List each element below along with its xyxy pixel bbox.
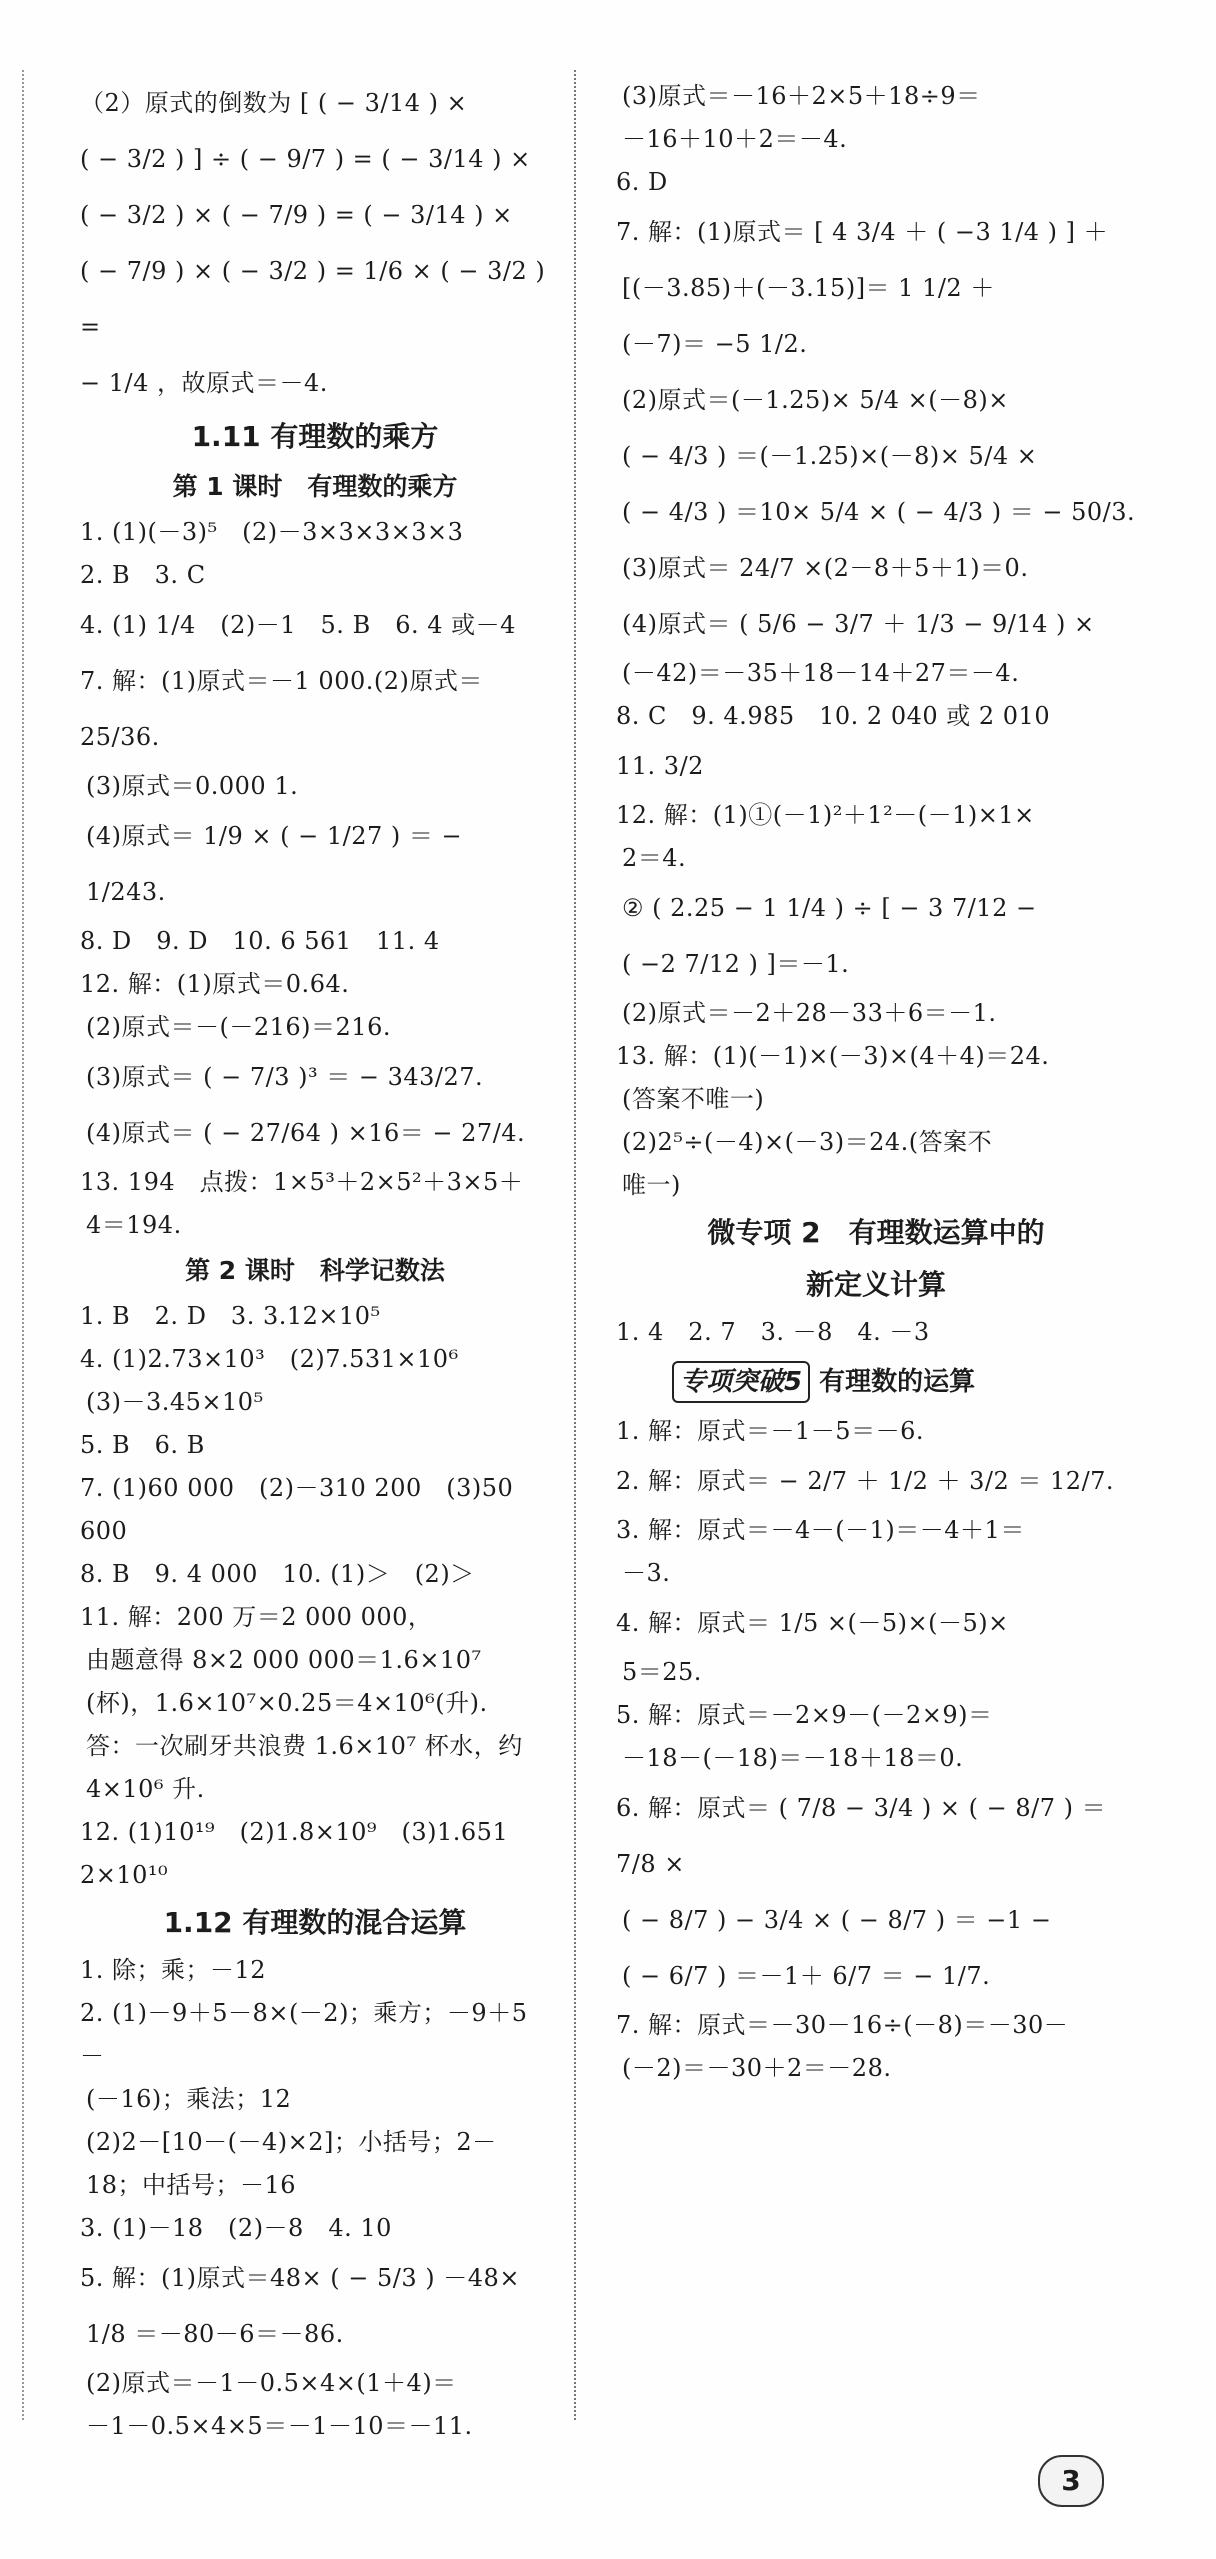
lesson-title-2: 第 2 课时 科学记数法	[185, 1256, 445, 1285]
answer-line: 1. B 2. D 3. 3.12×10⁵	[80, 1302, 381, 1330]
answer-line: 8. D 9. D 10. 6 561 11. 4	[80, 927, 440, 955]
answer-line: 8. B 9. 4 000 10. (1)＞ (2)＞	[80, 1560, 475, 1588]
answer-line: 5. B 6. B	[80, 1431, 205, 1459]
answer-line: (2)2⁵÷(－4)×(－3)＝24.(答案不	[622, 1128, 993, 1156]
answer-line: ② ( 2.25 − 1 1/4 ) ÷ [ − 3 7/12 −	[622, 894, 1037, 922]
answer-line: (3)－3.45×10⁵	[86, 1388, 264, 1416]
answer-line: (－7)＝ −5 1/2.	[622, 330, 808, 358]
answer-line: 2. B 3. C	[80, 561, 206, 589]
answer-line: (－42)＝－35＋18－14＋27＝－4.	[622, 659, 1020, 687]
answer-line: 12. 解：(1)①(－1)²＋1²－(－1)×1×	[616, 801, 1035, 829]
answer-line: 2＝4.	[622, 844, 687, 872]
answer-line: 4×10⁶ 升.	[86, 1775, 205, 1803]
right-column	[616, 75, 1136, 2090]
answer-line: 7. 解：(1)原式＝－1 000.(2)原式＝ 25/36.	[80, 667, 491, 751]
answer-line: 1. (1)(－3)⁵ (2)－3×3×3×3×3	[80, 518, 464, 546]
lesson-title-1: 第 1 课时 有理数的乘方	[172, 472, 458, 501]
answer-line: 1. 解：原式＝－1－5＝－6.	[616, 1417, 924, 1445]
answer-line: (2)原式＝－1－0.5×4×(1＋4)＝	[86, 2369, 457, 2397]
answer-line: 13. 解：(1)(－1)×(－3)×(4＋4)＝24.	[616, 1042, 1050, 1070]
answer-line: 13. 194 点拨：1×5³＋2×5²＋3×5＋	[80, 1168, 524, 1196]
answer-line: 唯一)	[622, 1171, 681, 1199]
answer-line: 7. 解：(1)原式＝ [ 4 3/4 ＋ ( −3 1/4 ) ] ＋	[616, 218, 1109, 246]
binding-edge-dots	[22, 70, 24, 2420]
answer-line: 4. 解：原式＝ 1/5 ×(－5)×(－5)×	[616, 1609, 1009, 1637]
answer-line: 3. (1)－18 (2)－8 4. 10	[80, 2214, 392, 2242]
answer-line: (2)2－[10－(－4)×2]；小括号；2－	[86, 2128, 497, 2156]
section-title-1-11: 1.11 有理数的乘方	[191, 420, 439, 453]
answer-line: ( − 3/2 ) × ( − 7/9 ) = ( − 3/14 ) ×	[80, 201, 513, 229]
answer-line: (－2)＝－30＋2＝－28.	[622, 2054, 892, 2082]
answer-line: ( − 4/3 ) ＝(－1.25)×(－8)× 5/4 ×	[622, 442, 1038, 470]
answer-line: (－16)；乘法；12	[86, 2085, 292, 2113]
answer-line: (2)原式＝(－1.25)× 5/4 ×(－8)×	[622, 386, 1009, 414]
column-divider	[574, 70, 576, 2420]
answer-line: ( −2 7/12 ) ]＝－1.	[622, 950, 850, 978]
answer-line: （2）原式的倒数为 [ ( − 3/14 ) ×	[80, 89, 468, 117]
answer-line: 5. 解：(1)原式＝48× ( − 5/3 ) －48×	[80, 2264, 520, 2292]
answer-line: 8. C 9. 4.985 10. 2 040 或 2 010	[616, 702, 1051, 730]
answer-line: 7. 解：原式＝－30－16÷(－8)＝－30－	[616, 2011, 1069, 2039]
answer-line: (3)原式＝－16＋2×5＋18÷9＝	[622, 82, 981, 110]
answer-line: 12. 解：(1)原式＝0.64.	[80, 970, 350, 998]
answer-line: (3)原式＝ 24/7 ×(2－8＋5＋1)＝0.	[622, 554, 1029, 582]
answer-line: －3.	[622, 1559, 671, 1587]
answer-line: 11. 3/2	[616, 752, 704, 780]
answer-line: 7. (1)60 000 (2)－310 200 (3)50 600	[80, 1474, 522, 1545]
answer-line: 6. D	[616, 168, 668, 196]
special-topic-tag: 专项突破5	[672, 1361, 810, 1403]
answer-line: (杯)，1.6×10⁷×0.25＝4×10⁶(升).	[86, 1689, 488, 1717]
answer-line: 3. 解：原式＝－4－(－1)＝－4＋1＝	[616, 1516, 1025, 1544]
answer-line: 5＝25.	[622, 1658, 702, 1686]
answer-line: 答：一次刷牙共浪费 1.6×10⁷ 杯水，约	[86, 1732, 523, 1760]
answer-line: －16＋10＋2＝－4.	[622, 125, 848, 153]
answer-line: (3)原式＝0.000 1.	[86, 772, 299, 800]
answer-line: ( − 7/9 ) × ( − 3/2 ) = 1/6 × ( − 3/2 ) =	[80, 257, 554, 341]
answer-line: 2. 解：原式＝ − 2/7 ＋ 1/2 ＋ 3/2 ＝ 12/7.	[616, 1467, 1115, 1495]
answer-line: (答案不唯一)	[622, 1085, 765, 1113]
answer-line: (3)原式＝ ( − 7/3 )³ ＝ − 343/27.	[86, 1063, 484, 1091]
answer-line: 18；中括号；－16	[86, 2171, 297, 2199]
section-title-1-12: 1.12 有理数的混合运算	[163, 1906, 467, 1939]
micro-topic-subtitle: 新定义计算	[805, 1268, 946, 1301]
micro-topic-title: 微专项 2 有理数运算中的	[707, 1216, 1045, 1249]
answer-line: (4)原式＝ 1/9 × ( − 1/27 ) ＝ − 1/243.	[86, 822, 471, 906]
answer-line: 12. (1)10¹⁹ (2)1.8×10⁹ (3)1.651 2×10¹⁰	[80, 1818, 517, 1889]
page-number: 3	[1038, 2455, 1104, 2507]
answer-line: －1－0.5×4×5＝－1－10＝－11.	[86, 2412, 473, 2440]
answer-line: (4)原式＝ ( − 27/64 ) ×16＝ − 27/4.	[86, 1119, 526, 1147]
special-topic-heading	[616, 1354, 1136, 1410]
answer-line: (2)原式＝－(－216)＝216.	[86, 1013, 391, 1041]
answer-line: ( − 6/7 ) ＝－1＋ 6/7 ＝ − 1/7.	[622, 1962, 991, 1990]
answer-line: －18－(－18)＝－18＋18＝0.	[622, 1744, 964, 1772]
answer-line: ( − 4/3 ) ＝10× 5/4 × ( − 4/3 ) ＝ − 50/3.	[622, 498, 1136, 526]
special-topic-title: 有理数的运算	[819, 1367, 976, 1397]
left-column	[80, 75, 554, 2448]
answer-line: (2)原式＝－2＋28－33＋6＝－1.	[622, 999, 997, 1027]
answer-line: 1/8 ＝－80－6＝－86.	[86, 2320, 344, 2348]
answer-line: 4. (1)2.73×10³ (2)7.531×10⁶	[80, 1345, 459, 1373]
answer-line: 6. 解：原式＝ ( 7/8 − 3/4 ) × ( − 8/7 ) ＝ 7/8 ×	[616, 1794, 1115, 1878]
answer-line: 4＝194.	[86, 1211, 182, 1239]
answer-line: − 1/4 ，故原式＝－4.	[80, 369, 328, 397]
answer-line: 11. 解：200 万＝2 000 000，	[80, 1603, 433, 1631]
answer-line: 由题意得 8×2 000 000＝1.6×10⁷	[86, 1646, 482, 1674]
answer-line: 2. (1)－9＋5－8×(－2)；乘方；－9＋5－	[80, 1999, 528, 2070]
answer-line: ( − 3/2 ) ] ÷ ( − 9/7 ) = ( − 3/14 ) ×	[80, 145, 531, 173]
answer-line: [(－3.85)＋(－3.15)]＝ 1 1/2 ＋	[622, 274, 995, 302]
answer-line: 1. 除；乘；－12	[80, 1956, 267, 1984]
answer-line: ( − 8/7 ) − 3/4 × ( − 8/7 ) ＝ −1 −	[622, 1906, 1052, 1934]
answer-line: 1. 4 2. 7 3. －8 4. －3	[616, 1318, 930, 1346]
answer-line: (4)原式＝ ( 5/6 − 3/7 ＋ 1/3 − 9/14 ) ×	[622, 610, 1095, 638]
answer-line: 5. 解：原式＝－2×9－(－2×9)＝	[616, 1701, 993, 1729]
answer-line: 4. (1) 1/4 (2)－1 5. B 6. 4 或－4	[80, 611, 516, 639]
